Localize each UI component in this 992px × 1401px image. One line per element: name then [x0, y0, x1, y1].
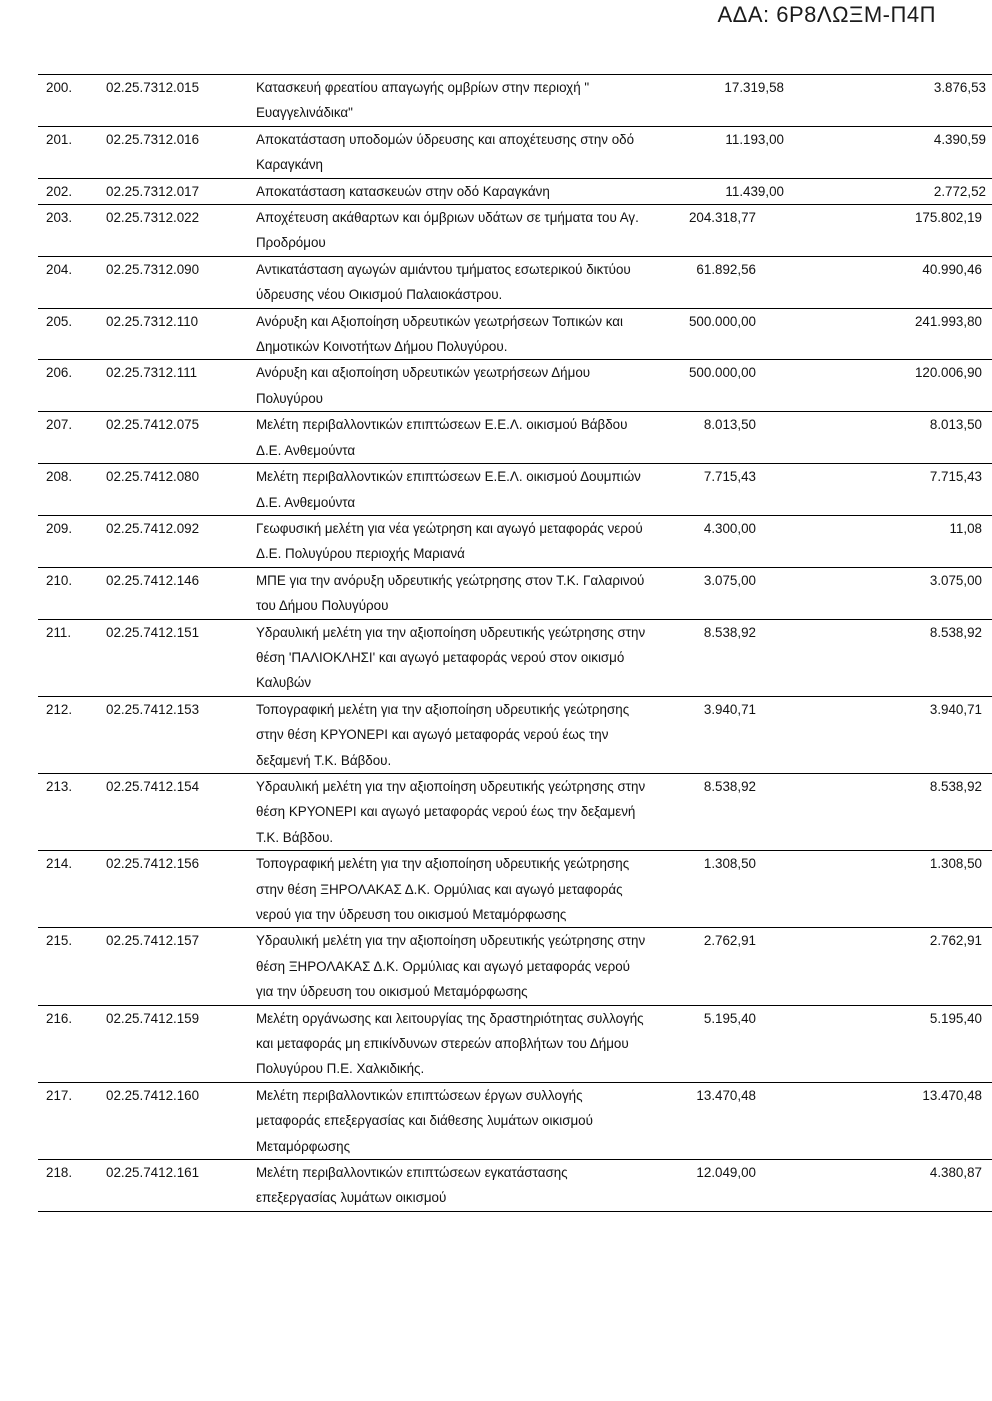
row-number: 204. — [38, 256, 104, 308]
budgeted-amount: 2.762,91 — [652, 928, 796, 1005]
table-row — [38, 515, 992, 567]
remaining-amount: 11,08 — [796, 515, 992, 567]
item-description: Ανόρυξη και αξιοποίηση υδρευτικών γεωτρήσεων Δήμου Πολυγύρου — [254, 360, 652, 412]
budget-code: 02.25.7412.092 — [104, 515, 254, 567]
item-description: Τοπογραφική μελέτη για την αξιοποίηση υδρευτικής γεώτρησης στην θέση ΞΗΡΟΛΑΚΑΣ Δ.Κ. Ορμύλιας και αγωγό μεταφοράς νερού για την ύδρευση του οικισμού Μεταμόρφωσης — [254, 851, 652, 928]
remaining-amount: 241.993,80 — [796, 308, 992, 360]
item-description: Μελέτη περιβαλλοντικών επιπτώσεων Ε.Ε.Λ. οικισμού Δουμπιών Δ.Ε. Ανθεμούντα — [254, 464, 652, 516]
remaining-amount: 5.195,40 — [796, 1005, 992, 1082]
row-number: 206. — [38, 360, 104, 412]
budget-code: 02.25.7412.075 — [104, 412, 254, 464]
table-row — [38, 773, 992, 850]
budgeted-amount: 5.195,40 — [652, 1005, 796, 1082]
item-description: Υδραυλική μελέτη για την αξιοποίηση υδρευτικής γεώτρησης στην θέση 'ΠΑΛΙΟΚΛΗΣΙ' και αγωγό μεταφοράς νερού στον οικισμό Καλυβών — [254, 619, 652, 696]
budget-items-body — [38, 75, 992, 1212]
budgeted-amount: 1.308,50 — [652, 851, 796, 928]
row-number: 205. — [38, 308, 104, 360]
budget-code: 02.25.7312.016 — [104, 126, 254, 178]
remaining-amount: 3.940,71 — [796, 696, 992, 773]
budgeted-amount: 3.075,00 — [652, 567, 796, 619]
table-row — [38, 464, 992, 516]
table-row — [38, 205, 992, 257]
table-row — [38, 178, 992, 204]
budget-code: 02.25.7312.090 — [104, 256, 254, 308]
budgeted-amount: 8.538,92 — [652, 619, 796, 696]
row-number: 217. — [38, 1082, 104, 1159]
budget-code: 02.25.7312.015 — [104, 75, 254, 127]
row-number: 214. — [38, 851, 104, 928]
item-description: Μελέτη οργάνωσης και λειτουργίας της δραστηριότητας συλλογής και μεταφοράς μη επικίνδυνων στερεών αποβλήτων του Δήμου Πολυγύρου Π.Ε. Χαλκιδικής. — [254, 1005, 652, 1082]
budgeted-amount: 11.439,00 — [652, 178, 796, 204]
remaining-amount: 120.006,90 — [796, 360, 992, 412]
row-number: 208. — [38, 464, 104, 516]
row-number: 209. — [38, 515, 104, 567]
item-description: Μελέτη περιβαλλοντικών επιπτώσεων έργων συλλογής μεταφοράς επεξεργασίας και διάθεσης λυμάτων οικισμού Μεταμόρφωσης — [254, 1082, 652, 1159]
budgeted-amount: 7.715,43 — [652, 464, 796, 516]
table-row — [38, 126, 992, 178]
table-row — [38, 75, 992, 127]
budget-code: 02.25.7412.151 — [104, 619, 254, 696]
budgeted-amount: 17.319,58 — [652, 75, 796, 127]
budgeted-amount: 500.000,00 — [652, 360, 796, 412]
remaining-amount: 2.762,91 — [796, 928, 992, 1005]
item-description: ΜΠΕ για την ανόρυξη υδρευτικής γεώτρησης στον Τ.Κ. Γαλαρινού του Δήμου Πολυγύρου — [254, 567, 652, 619]
row-number: 211. — [38, 619, 104, 696]
remaining-amount: 8.013,50 — [796, 412, 992, 464]
item-description: Γεωφυσική μελέτη για νέα γεώτρηση και αγωγό μεταφοράς νερού Δ.Ε. Πολυγύρου περιοχής Μαριανά — [254, 515, 652, 567]
item-description: Μελέτη περιβαλλοντικών επιπτώσεων εγκατάστασης επεξεργασίας λυμάτων οικισμού — [254, 1160, 652, 1212]
budget-items-table — [38, 74, 992, 1212]
budgeted-amount: 13.470,48 — [652, 1082, 796, 1159]
item-description: Αντικατάσταση αγωγών αμιάντου τμήματος εσωτερικού δικτύου ύδρευσης νέου Οικισμού Παλαιοκάστρου. — [254, 256, 652, 308]
budgeted-amount: 8.013,50 — [652, 412, 796, 464]
ada-code-header: ΑΔΑ: 6Ρ8ΛΩΞΜ-Π4Π — [717, 2, 936, 27]
remaining-amount: 40.990,46 — [796, 256, 992, 308]
table-row — [38, 308, 992, 360]
item-description: Υδραυλική μελέτη για την αξιοποίηση υδρευτικής γεώτρησης στην θέση ΞΗΡΟΛΑΚΑΣ Δ.Κ. Ορμύλιας και αγωγό μεταφοράς νερού για την ύδρευση του οικισμού Μεταμόρφωσης — [254, 928, 652, 1005]
budgeted-amount: 61.892,56 — [652, 256, 796, 308]
table-row — [38, 256, 992, 308]
row-number: 210. — [38, 567, 104, 619]
table-row — [38, 619, 992, 696]
remaining-amount: 2.772,52 — [796, 178, 992, 204]
table-row — [38, 696, 992, 773]
budget-code: 02.25.7412.154 — [104, 773, 254, 850]
budget-code: 02.25.7412.161 — [104, 1160, 254, 1212]
budget-code: 02.25.7412.080 — [104, 464, 254, 516]
budget-code: 02.25.7412.159 — [104, 1005, 254, 1082]
table-row — [38, 1082, 992, 1159]
row-number: 207. — [38, 412, 104, 464]
table-row — [38, 1160, 992, 1212]
row-number: 212. — [38, 696, 104, 773]
row-number: 200. — [38, 75, 104, 127]
budget-code: 02.25.7412.153 — [104, 696, 254, 773]
budget-code: 02.25.7312.111 — [104, 360, 254, 412]
budget-code: 02.25.7312.110 — [104, 308, 254, 360]
remaining-amount: 13.470,48 — [796, 1082, 992, 1159]
remaining-amount: 3.075,00 — [796, 567, 992, 619]
item-description: Μελέτη περιβαλλοντικών επιπτώσεων Ε.Ε.Λ. οικισμού Βάβδου Δ.Ε. Ανθεμούντα — [254, 412, 652, 464]
budget-code: 02.25.7412.156 — [104, 851, 254, 928]
table-row — [38, 412, 992, 464]
budgeted-amount: 3.940,71 — [652, 696, 796, 773]
budgeted-amount: 11.193,00 — [652, 126, 796, 178]
budgeted-amount: 12.049,00 — [652, 1160, 796, 1212]
row-number: 201. — [38, 126, 104, 178]
item-description: Ανόρυξη και Αξιοποίηση υδρευτικών γεωτρήσεων Τοπικών και Δημοτικών Κοινοτήτων Δήμου Πολυγύρου. — [254, 308, 652, 360]
item-description: Αποκατάσταση κατασκευών στην οδό Καραγκάνη — [254, 178, 652, 204]
remaining-amount: 3.876,53 — [796, 75, 992, 127]
table-row — [38, 1005, 992, 1082]
table-row — [38, 360, 992, 412]
budget-code: 02.25.7312.022 — [104, 205, 254, 257]
budget-code: 02.25.7412.160 — [104, 1082, 254, 1159]
item-description: Τοπογραφική μελέτη για την αξιοποίηση υδρευτικής γεώτρησης στην θέση ΚΡΥΟΝΕΡΙ και αγωγό μεταφοράς νερού έως την δεξαμενή Τ.Κ. Βάβδου. — [254, 696, 652, 773]
row-number: 203. — [38, 205, 104, 257]
table-row — [38, 851, 992, 928]
remaining-amount: 4.390,59 — [796, 126, 992, 178]
item-description: Αποχέτευση ακάθαρτων και όμβριων υδάτων σε τμήματα του Αγ. Προδρόμου — [254, 205, 652, 257]
budgeted-amount: 4.300,00 — [652, 515, 796, 567]
table-row — [38, 567, 992, 619]
budget-code: 02.25.7412.146 — [104, 567, 254, 619]
remaining-amount: 8.538,92 — [796, 619, 992, 696]
item-description: Υδραυλική μελέτη για την αξιοποίηση υδρευτικής γεώτρησης στην θέση ΚΡΥΟΝΕΡΙ και αγωγό μεταφοράς νερού έως την δεξαμενή Τ.Κ. Βάβδου. — [254, 773, 652, 850]
remaining-amount: 4.380,87 — [796, 1160, 992, 1212]
row-number: 202. — [38, 178, 104, 204]
row-number: 215. — [38, 928, 104, 1005]
row-number: 218. — [38, 1160, 104, 1212]
remaining-amount: 7.715,43 — [796, 464, 992, 516]
budget-code: 02.25.7312.017 — [104, 178, 254, 204]
remaining-amount: 8.538,92 — [796, 773, 992, 850]
budget-code: 02.25.7412.157 — [104, 928, 254, 1005]
item-description: Κατασκευή φρεατίου απαγωγής ομβρίων στην περιοχή " Ευαγγελινάδικα" — [254, 75, 652, 127]
item-description: Αποκατάσταση υποδομών ύδρευσης και αποχέτευσης στην οδό Καραγκάνη — [254, 126, 652, 178]
row-number: 216. — [38, 1005, 104, 1082]
remaining-amount: 175.802,19 — [796, 205, 992, 257]
budgeted-amount: 500.000,00 — [652, 308, 796, 360]
remaining-amount: 1.308,50 — [796, 851, 992, 928]
budgeted-amount: 8.538,92 — [652, 773, 796, 850]
budgeted-amount: 204.318,77 — [652, 205, 796, 257]
row-number: 213. — [38, 773, 104, 850]
table-row — [38, 928, 992, 1005]
